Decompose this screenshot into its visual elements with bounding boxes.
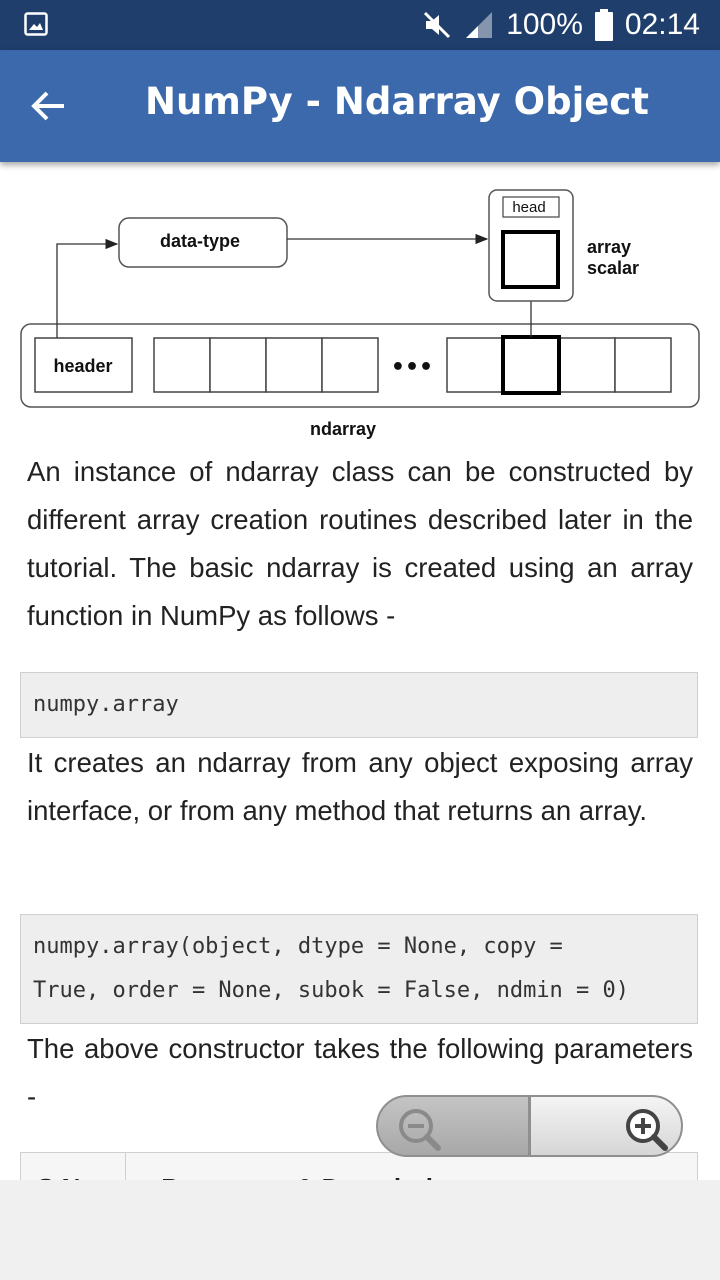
code-line: numpy.array(object, dtype = None, copy = [33, 934, 563, 959]
array-cell [322, 338, 378, 392]
code-line: True, order = None, subok = False, ndmin = 0) [33, 978, 630, 1003]
page-title: NumPy - Ndarray Object [145, 80, 649, 123]
battery-icon [595, 9, 613, 41]
ndarray-label: ndarray [309, 419, 377, 439]
clock: 02:14 [624, 8, 700, 41]
array-cell [559, 338, 615, 392]
scalar-cell [503, 232, 558, 287]
arrow-back-icon[interactable] [28, 86, 68, 126]
paragraph: An instance of ndarray class can be constructed by different array creation routines described later in the tutorial. The basic ndarray is created using an array function in NumPy as follows - [27, 456, 693, 631]
zoom-in-icon [615, 1098, 675, 1158]
zoom-out-icon [390, 1098, 450, 1158]
ndarray-diagram [0, 162, 720, 447]
status-bar [0, 0, 720, 50]
ellipsis: ••• [390, 355, 434, 380]
header-label: header [53, 356, 113, 376]
signal-icon [464, 10, 494, 40]
highlighted-cell [503, 337, 559, 393]
zoom-in-button[interactable] [529, 1095, 683, 1157]
array-scalar-label-2: scalar [587, 258, 640, 278]
zoom-controls [376, 1095, 684, 1159]
zoom-out-button[interactable] [376, 1095, 530, 1157]
article-content[interactable] [0, 162, 720, 1180]
array-cell [154, 338, 210, 392]
code-block [20, 672, 698, 738]
gallery-icon [24, 12, 48, 36]
array-cell [615, 338, 671, 392]
array-cell [210, 338, 266, 392]
paragraph: It creates an ndarray from any object exposing array interface, or from any method that returns an array. [27, 747, 693, 826]
app-bar [0, 50, 720, 162]
bottom-area [0, 1180, 720, 1280]
head-label: head [512, 199, 546, 216]
array-scalar-label-1: array [587, 237, 632, 257]
array-cell [447, 338, 503, 392]
battery-percent: 100% [506, 8, 583, 41]
data-type-label: data-type [159, 231, 241, 251]
mute-icon [422, 10, 452, 40]
paragraph-text: The above constructor takes the following parameters - [27, 1033, 693, 1112]
code-line: numpy.array [33, 692, 179, 717]
code-block [20, 914, 698, 1024]
array-cell [266, 338, 322, 392]
